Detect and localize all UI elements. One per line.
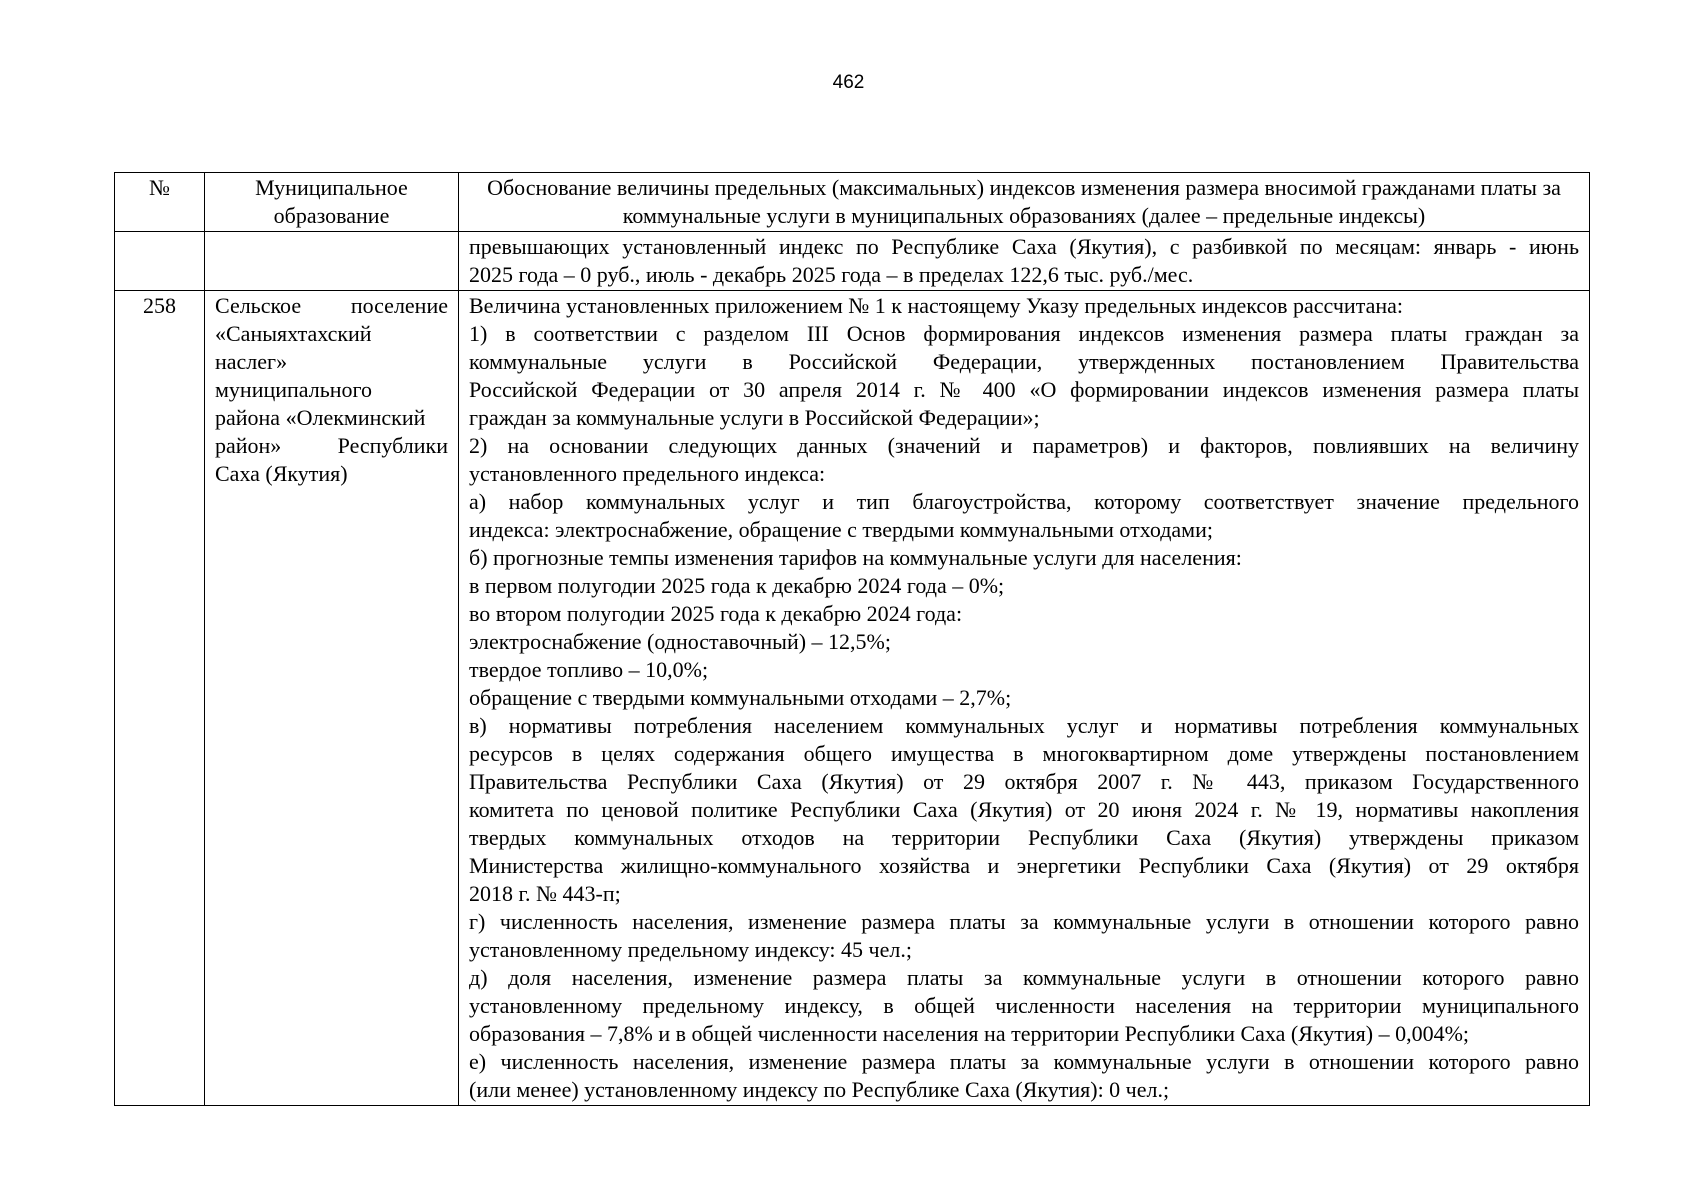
text-line: обращение с твердыми коммунальными отходами – 2,7%; bbox=[469, 685, 1012, 710]
continuation-text bbox=[459, 232, 1590, 291]
municipality-cell bbox=[205, 291, 459, 1106]
header-justification: Обоснование величины предельных (максимальных) индексов изменения размера вносимой гражданами платы за коммунальные услуги в муниципальных образованиях (далее – предельные индексы) bbox=[459, 173, 1590, 232]
text-line: 2) на основании следующих данных (значений и параметров) и факторов, повлиявших на величину bbox=[469, 433, 1579, 458]
text-line: индекса: электроснабжение, обращение с твердыми коммунальными отходами; bbox=[469, 517, 1213, 542]
text-line: коммунальные услуги в Российской Федерации, утвержденных постановлением Правительства bbox=[469, 349, 1579, 374]
text-line: е) численность населения, изменение размера платы за коммунальные услуги в отношении которого равно bbox=[469, 1049, 1579, 1074]
text-line: комитета по ценовой политике Республики Саха (Якутия) от 20 июня 2024 г. № 19, нормативы накопления bbox=[469, 797, 1579, 822]
text-line: (или менее) установленному индексу по Республике Саха (Якутия): 0 чел.; bbox=[469, 1077, 1170, 1102]
municipality-line: «Саныяхтахский bbox=[215, 321, 372, 346]
text-line: в первом полугодии 2025 года к декабрю 2024 года – 0%; bbox=[469, 573, 1005, 598]
text-line: установленному предельному индексу: 45 чел.; bbox=[469, 937, 912, 962]
justification-paragraph bbox=[469, 544, 1579, 572]
justification-paragraph bbox=[469, 320, 1579, 432]
municipality-line: Сельское поселение bbox=[215, 293, 448, 318]
justification-paragraph bbox=[469, 572, 1579, 600]
justification-paragraph bbox=[469, 1048, 1579, 1104]
text-line: 2025 года – 0 руб., июль - декабрь 2025 года – в пределах 122,6 тыс. руб./мес. bbox=[469, 262, 1194, 287]
text-line: граждан за коммунальные услуги в Российской Федерации»; bbox=[469, 405, 1040, 430]
text-line: Величина установленных приложением № 1 к настоящему Указу предельных индексов рассчитана: bbox=[469, 293, 1403, 318]
justification-paragraph bbox=[469, 432, 1579, 488]
text-line: Министерства жилищно-коммунального хозяйства и энергетики Республики Саха (Якутия) от 29 октября bbox=[469, 853, 1579, 878]
justification-paragraph bbox=[469, 908, 1579, 964]
municipality-line: Саха (Якутия) bbox=[215, 461, 348, 486]
justification-paragraph bbox=[469, 712, 1579, 908]
justification-paragraph bbox=[469, 600, 1579, 628]
text-line: установленного предельного индекса: bbox=[469, 461, 826, 486]
municipality-line: муниципального bbox=[215, 377, 373, 402]
text-line: установленному предельному индексу, в общей численности населения на территории муниципального bbox=[469, 993, 1579, 1018]
justification-table bbox=[114, 172, 1590, 1106]
text-line: д) доля населения, изменение размера платы за коммунальные услуги в отношении которого равно bbox=[469, 965, 1579, 990]
justification-paragraph bbox=[469, 656, 1579, 684]
justification-cell bbox=[459, 291, 1590, 1106]
text-line: ресурсов в целях содержания общего имущества в многоквартирном доме утверждены постановлением bbox=[469, 741, 1579, 766]
table-row bbox=[115, 291, 1590, 1106]
justification-paragraph bbox=[469, 964, 1579, 1048]
header-municipality: Муниципальное образование bbox=[205, 173, 459, 232]
text-line: Правительства Республики Саха (Якутия) от 29 октября 2007 г. № 443, приказом Государственного bbox=[469, 769, 1579, 794]
municipality-line: наслег» bbox=[215, 349, 288, 374]
justification-paragraph bbox=[469, 488, 1579, 544]
justification-paragraph bbox=[469, 628, 1579, 656]
text-line: твердое топливо – 10,0%; bbox=[469, 657, 709, 682]
row-number: 258 bbox=[115, 291, 205, 1106]
text-line: 2018 г. № 443-п; bbox=[469, 881, 621, 906]
justification-paragraph bbox=[469, 292, 1579, 320]
text-line: образования – 7,8% и в общей численности населения на территории Республики Саха (Якутия) – 0,004%; bbox=[469, 1021, 1470, 1046]
text-line: а) набор коммунальных услуг и тип благоустройства, которому соответствует значение предельного bbox=[469, 489, 1579, 514]
text-line: электроснабжение (одноставочный) – 12,5%; bbox=[469, 629, 891, 654]
text-line: в) нормативы потребления населением коммунальных услуг и нормативы потребления коммунальных bbox=[469, 713, 1579, 738]
header-num: № bbox=[115, 173, 205, 232]
text-line: Российской Федерации от 30 апреля 2014 г. № 400 «О формировании индексов изменения размера платы bbox=[469, 377, 1579, 402]
continuation-num bbox=[115, 232, 205, 291]
continuation-row bbox=[115, 232, 1590, 291]
text-line: 1) в соответствии с разделом III Основ формирования индексов изменения размера платы граждан за bbox=[469, 321, 1579, 346]
text-line: превышающих установленный индекс по Республике Саха (Якутия), с разбивкой по месяцам: январь - июнь bbox=[469, 234, 1579, 259]
municipality-line: район» Республики bbox=[215, 433, 448, 458]
municipality-line: района «Олекминский bbox=[215, 405, 426, 430]
text-line: г) численность населения, изменение размера платы за коммунальные услуги в отношении которого равно bbox=[469, 909, 1579, 934]
table-header-row bbox=[115, 173, 1590, 232]
text-line: б) прогнозные темпы изменения тарифов на коммунальные услуги для населения: bbox=[469, 545, 1242, 570]
justification-paragraph bbox=[469, 684, 1579, 712]
continuation-municipality bbox=[205, 232, 459, 291]
text-line: твердых коммунальных отходов на территории Республики Саха (Якутия) утверждены приказом bbox=[469, 825, 1579, 850]
text-line: во втором полугодии 2025 года к декабрю 2024 года: bbox=[469, 601, 963, 626]
page-number: 462 bbox=[832, 72, 865, 93]
